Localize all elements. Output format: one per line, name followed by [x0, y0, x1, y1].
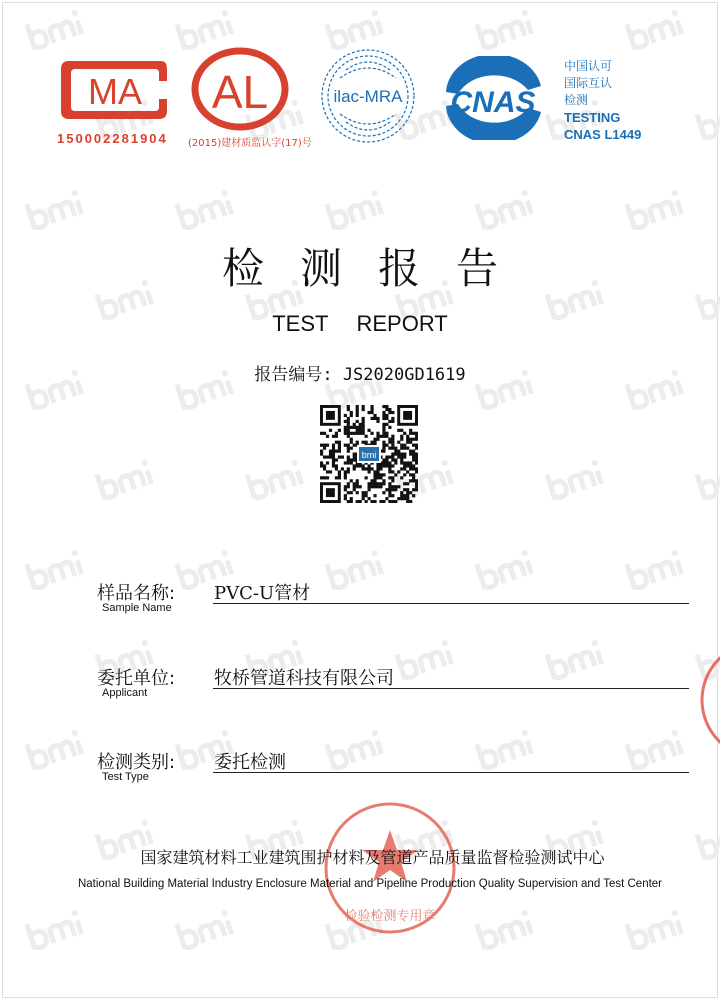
cnas-line: TESTING	[564, 110, 621, 125]
watermark	[397, 638, 454, 679]
cal-caption: (2015)建材质监认字(17)号	[188, 138, 312, 149]
watermark	[477, 188, 534, 229]
cal-logo	[190, 46, 290, 132]
page-subtitle	[0, 311, 720, 337]
watermark	[627, 188, 684, 229]
watermark	[327, 8, 384, 49]
field-label: 委托单位:	[97, 668, 176, 689]
ilac-text: ilac-MRA	[333, 87, 403, 106]
seal-text: 检验检测专用章	[344, 909, 436, 924]
partial-seal	[698, 640, 720, 760]
watermark	[327, 728, 384, 769]
field-label-en: Test Type	[102, 771, 149, 783]
field-label: 样品名称:	[97, 583, 176, 604]
qr-center-logo: bmi	[361, 450, 377, 460]
official-seal	[320, 798, 460, 938]
organization-name-en: National Building Material Industry Enclosure Material and Pipeline Production Quality Supervision and Test Center	[77, 878, 663, 890]
field-label-en: Applicant	[102, 687, 148, 699]
cnas-caption	[564, 58, 641, 143]
watermark	[247, 458, 304, 499]
watermark	[697, 98, 720, 139]
underline	[213, 772, 689, 773]
field-label: 检测类别:	[97, 752, 176, 773]
cnas-line: 中国认可	[564, 59, 613, 73]
cnas-logo	[436, 56, 551, 140]
watermark	[477, 728, 534, 769]
watermark	[27, 8, 84, 49]
watermark	[27, 548, 84, 589]
cma-text: MA	[88, 71, 142, 112]
watermark	[327, 548, 384, 589]
page-title	[0, 236, 720, 296]
field-value: 委托检测	[214, 752, 286, 773]
subtitle-word: TEST	[272, 311, 329, 336]
watermark	[327, 188, 384, 229]
title-char: 测	[299, 244, 342, 293]
title-char: 报	[378, 244, 421, 293]
watermark	[177, 908, 234, 949]
field-label-en: Sample Name	[102, 602, 172, 614]
watermark	[177, 188, 234, 229]
field-value: PVC-U管材	[214, 583, 311, 604]
cnas-text: CNAS	[450, 86, 536, 119]
cma-number: 150002281904	[57, 131, 168, 146]
cal-text: AL	[211, 66, 269, 118]
watermark	[547, 458, 604, 499]
watermark	[97, 458, 154, 499]
watermark	[627, 8, 684, 49]
underline	[213, 688, 689, 689]
watermark	[627, 908, 684, 949]
cnas-line: CNAS L1449	[564, 127, 642, 142]
watermark	[177, 8, 234, 49]
qr-code[interactable]	[320, 405, 418, 503]
field-value: 牧桥管道科技有限公司	[214, 668, 394, 689]
watermark	[27, 908, 84, 949]
subtitle-word: REPORT	[356, 311, 448, 336]
title-char: 告	[456, 244, 499, 293]
report-number: 报告编号: JS2020GD1619	[254, 365, 466, 385]
title-char: 检	[221, 244, 264, 293]
watermark	[627, 548, 684, 589]
watermark	[477, 908, 534, 949]
organization-name-cn: 国家建筑材料工业建筑围护材料及管道产品质量监督检验测试中心	[140, 848, 605, 867]
watermark	[477, 548, 534, 589]
underline	[213, 603, 689, 604]
watermark	[627, 728, 684, 769]
cnas-line: 国际互认	[564, 76, 613, 90]
watermark	[477, 8, 534, 49]
cma-logo	[55, 55, 175, 125]
watermark	[27, 188, 84, 229]
watermark	[27, 728, 84, 769]
cnas-line: 检测	[564, 93, 589, 107]
ilac-mra-logo	[320, 48, 416, 144]
watermark	[547, 638, 604, 679]
watermark	[697, 458, 720, 499]
